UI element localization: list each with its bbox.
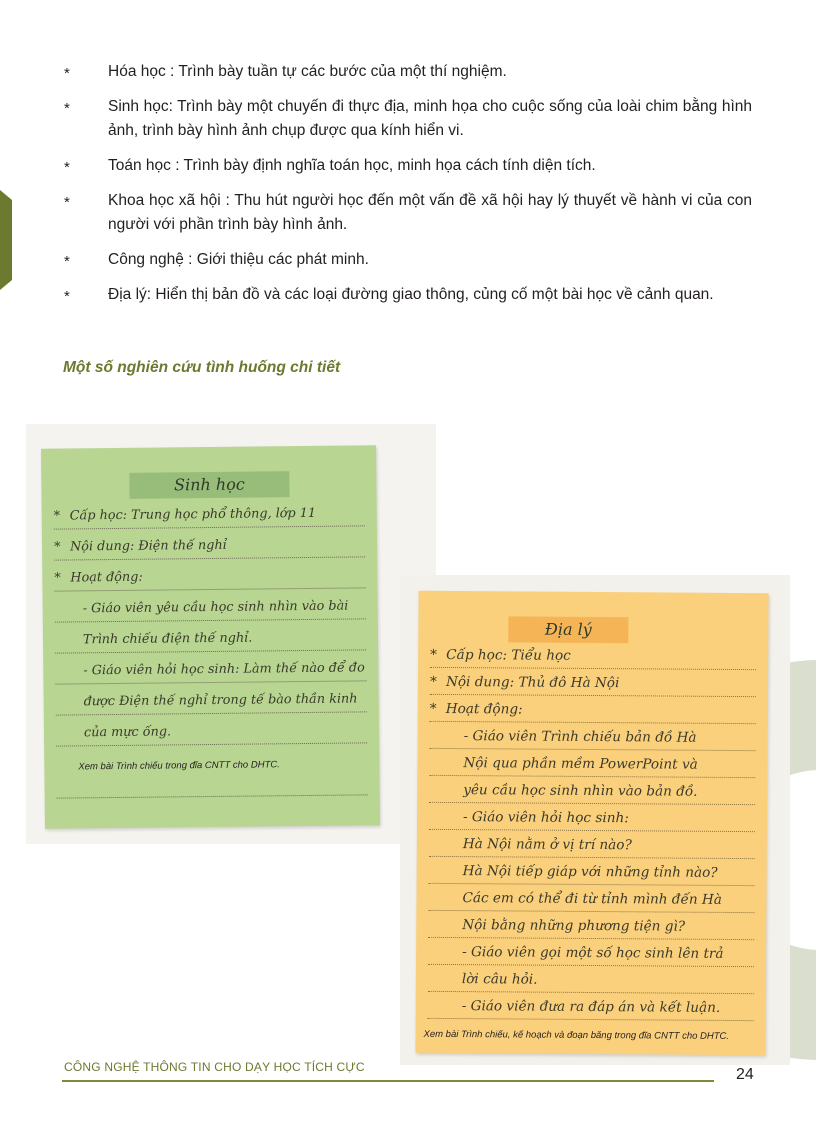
note-line bbox=[428, 994, 754, 1021]
bullet-item bbox=[62, 60, 752, 84]
bullet-marker: * bbox=[64, 194, 70, 211]
note-bullet-marker: * bbox=[54, 570, 61, 586]
note-line-text: Hà Nội nằm ở vị trí nào? bbox=[462, 836, 632, 854]
note-line bbox=[429, 751, 755, 778]
bullet-marker: * bbox=[64, 65, 70, 82]
note-line-text: Hà Nội tiếp giáp với những tỉnh nào? bbox=[462, 863, 718, 881]
note-title: Địa lý bbox=[508, 616, 628, 643]
note-bullet-marker: * bbox=[429, 700, 437, 717]
note-line-text: Cấp học: Trung học phổ thông, lớp 11 bbox=[69, 505, 317, 524]
note-line bbox=[429, 832, 755, 859]
section-heading: Một số nghiên cứu tình huống chi tiết bbox=[63, 359, 341, 376]
note-line-text: Trình chiếu điện thế nghỉ. bbox=[82, 630, 253, 648]
note-bullet-marker: * bbox=[53, 539, 61, 555]
note-line-text: - Giáo viên Trình chiếu bản đồ Hà bbox=[463, 728, 697, 746]
note-line-text: Cấp học: Tiểu học bbox=[446, 646, 571, 664]
note-blank-line bbox=[56, 770, 367, 798]
note-line bbox=[55, 656, 366, 684]
note-bullet-marker: * bbox=[429, 673, 437, 690]
note-line bbox=[430, 643, 756, 670]
note-caption: Xem bài Trình chiếu trong đĩa CNTT cho DHTC. bbox=[78, 759, 280, 773]
note-line-text: Nội dung: Thủ đô Hà Nội bbox=[445, 673, 620, 692]
side-tab-marker bbox=[0, 190, 12, 290]
footer-title: CÔNG NGHỆ THÔNG TIN CHO DẠY HỌC TÍCH CỰC bbox=[64, 1060, 365, 1074]
footer-divider bbox=[62, 1080, 714, 1082]
note-line-text: của mực ống. bbox=[83, 724, 172, 741]
note-line bbox=[430, 724, 756, 751]
note-bullet-marker: * bbox=[53, 508, 61, 524]
note-line-text: - Giáo viên hỏi học sinh: Làm thế nào để đo bbox=[83, 660, 365, 679]
note-line-text: - Giáo viên đưa ra đáp án và kết luận. bbox=[461, 998, 721, 1016]
note-title: Sinh học bbox=[129, 471, 289, 499]
note-line bbox=[430, 697, 756, 724]
note-line bbox=[428, 967, 754, 994]
note-line bbox=[54, 563, 365, 591]
note-caption: Xem bài Trình chiếu, kế hoạch và đoạn băng trong đĩa CNTT cho DHTC. bbox=[423, 1028, 730, 1042]
note-line-text: Nội bằng những phương tiện gì? bbox=[462, 917, 686, 935]
note-bullet-marker: * bbox=[430, 646, 438, 663]
bullet-item bbox=[62, 189, 752, 237]
bullet-marker: * bbox=[64, 159, 70, 176]
note-line-text: lời câu hỏi. bbox=[461, 971, 538, 988]
note-line bbox=[429, 859, 755, 886]
note-line bbox=[429, 805, 755, 832]
note-line bbox=[56, 718, 367, 746]
bullet-item bbox=[62, 95, 752, 143]
note-line-text: Hoạt động: bbox=[445, 700, 523, 718]
note-line bbox=[56, 687, 367, 715]
bullet-text: Hóa học : Trình bày tuần tự các bước của một thí nghiệm. bbox=[108, 63, 507, 80]
note-dia-ly bbox=[415, 591, 768, 1055]
note-line-text: yêu cầu học sinh nhìn vào bản đồ. bbox=[463, 782, 698, 800]
page-number: 24 bbox=[736, 1066, 754, 1083]
note-line-text: Nội dung: Điện thế nghỉ bbox=[69, 537, 227, 555]
note-line bbox=[55, 625, 366, 653]
note-line bbox=[55, 594, 366, 622]
bullet-item bbox=[62, 283, 752, 307]
note-line bbox=[54, 501, 365, 529]
note-line bbox=[430, 670, 756, 697]
note-line-text: Nội qua phần mềm PowerPoint và bbox=[463, 755, 698, 773]
note-line bbox=[428, 940, 754, 967]
note-sinh-hoc bbox=[41, 445, 380, 828]
bullet-marker: * bbox=[64, 100, 70, 117]
note-line bbox=[429, 778, 755, 805]
bullet-text: Sinh học: Trình bày một chuyến đi thực địa, minh họa cho cuộc sống của loài chim bằng hình ảnh, trình bày hình ảnh chụp được qua kính hiển vi. bbox=[108, 98, 752, 139]
note-line-text: - Giáo viên hỏi học sinh: bbox=[462, 809, 629, 827]
bullet-text: Địa lý: Hiển thị bản đồ và các loại đường giao thông, củng cố một bài học về cảnh quan. bbox=[108, 286, 714, 303]
note-line bbox=[54, 532, 365, 560]
note-line-text: Hoạt động: bbox=[70, 569, 143, 586]
bullet-item bbox=[62, 248, 752, 272]
bullet-list bbox=[62, 60, 752, 318]
bullet-text: Khoa học xã hội : Thu hút người học đến một vấn đề xã hội hay lý thuyết về hành vi của con người với phần trình bày hình ảnh. bbox=[108, 192, 752, 233]
bullet-text: Toán học : Trình bày định nghĩa toán học, minh họa cách tính diện tích. bbox=[108, 157, 596, 174]
bullet-item bbox=[62, 154, 752, 178]
note-line-text: - Giáo viên gọi một số học sinh lên trả bbox=[462, 944, 724, 962]
note-line-text: - Giáo viên yêu cầu học sinh nhìn vào bài bbox=[82, 598, 349, 617]
note-line bbox=[428, 913, 754, 940]
bullet-marker: * bbox=[64, 253, 70, 270]
bullet-marker: * bbox=[64, 288, 70, 305]
note-line-text: Các em có thể đi từ tỉnh mình đến Hà bbox=[462, 890, 722, 908]
bullet-text: Công nghệ : Giới thiệu các phát minh. bbox=[108, 251, 369, 268]
note-line-text: được Điện thế nghỉ trong tế bào thần kinh bbox=[83, 691, 358, 710]
note-line bbox=[428, 886, 754, 913]
